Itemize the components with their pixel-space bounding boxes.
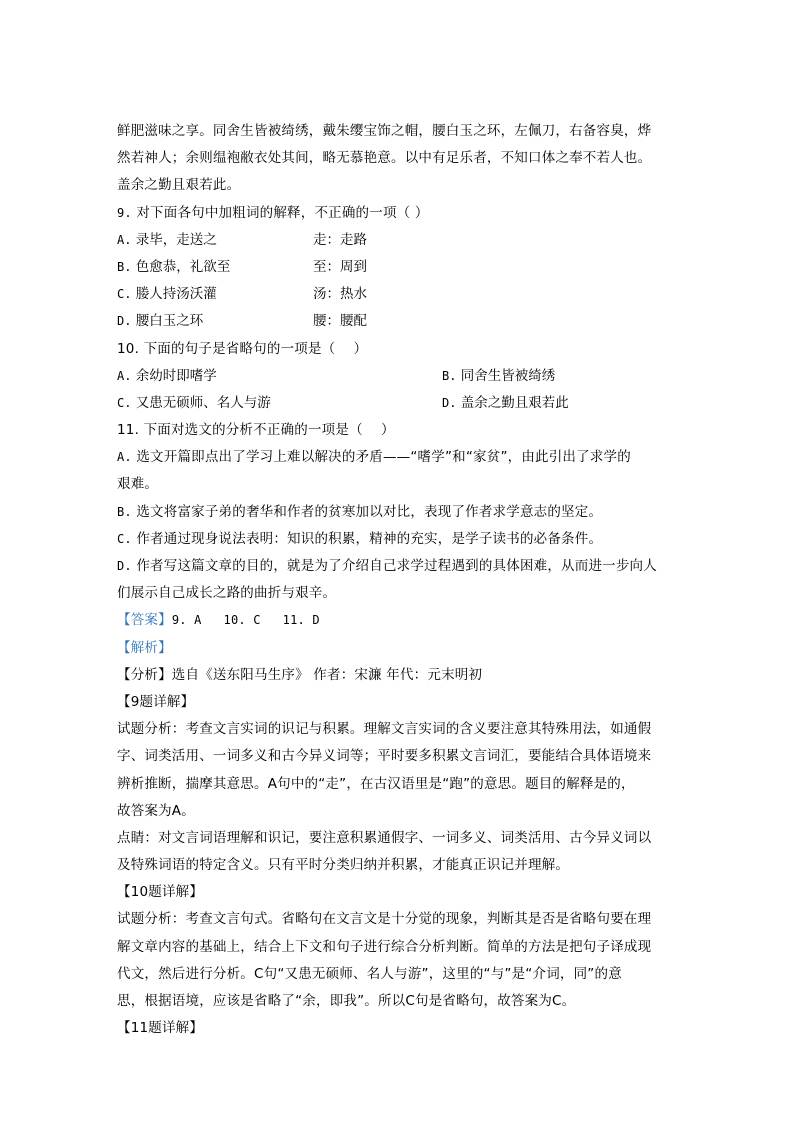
option-label: A. xyxy=(117,232,132,247)
option-c xyxy=(117,281,677,308)
option-a xyxy=(117,227,677,254)
q10-detail-line: 代文，然后进行分析。C句“又患无硕师、名人与游”，这里的“与”是“介词，同”的意 xyxy=(117,965,622,982)
passage-line: 盖余之勤且艰若此。 xyxy=(117,177,241,194)
option-b: B. 选文将富家子弟的奢华和作者的贫寒加以对比，表现了作者求学意志的坚定。 xyxy=(117,503,603,520)
option-explain: 腰：腰配 xyxy=(313,313,367,330)
q9-detail-header: 【9题详解】 xyxy=(117,693,195,710)
option-a: A. 选文开篇即点出了学习上难以解决的矛盾——“嗜学”和“家贫”，由此引出了求学的 xyxy=(117,449,631,466)
question-number: 10. xyxy=(117,340,140,357)
option-a-cont: 艰难。 xyxy=(117,476,159,493)
question-number: 9. xyxy=(117,205,132,220)
q9-tip-line: 及特殊词语的特定含义。只有平时分类归纳并积累，才能真正识记并理解。 xyxy=(117,857,570,874)
question-number: 11. xyxy=(117,422,140,439)
question-11-stem xyxy=(117,417,677,444)
question-9-stem xyxy=(117,200,677,227)
option-d-cont: 们展示自己成长之路的曲折与艰辛。 xyxy=(117,585,337,602)
passage-line: 然若神人；余则缊袍敝衣处其间，略无慕艳意。以中有足乐者，不知口体之奉不若人也。 xyxy=(117,150,652,167)
option-explain: 走：走路 xyxy=(313,231,367,248)
analysis-label: 【解析】 xyxy=(117,639,172,656)
answer-9: 9. A xyxy=(171,613,202,628)
analysis-source: 【分析】选自《送东阳马生序》 作者：宋濂 年代：元末明初 xyxy=(117,666,483,683)
option-sentence: 腰白玉之环 xyxy=(135,313,204,330)
option-row xyxy=(117,390,677,417)
option-a: A. 余幼时即嗜学 xyxy=(117,367,217,384)
answer-10: 10. C xyxy=(223,613,261,628)
question-text: 对下面各句中加粗词的解释，不正确的一项（ ） xyxy=(136,204,429,221)
question-text: 下面对选文的分析不正确的一项是（ ） xyxy=(143,422,395,439)
question-10 xyxy=(117,336,677,418)
answer-label: 【答案】 xyxy=(117,612,172,629)
option-b xyxy=(117,254,677,281)
option-label: C. xyxy=(117,287,132,302)
option-c: C. 又患无硕师、名人与游 xyxy=(117,394,271,411)
option-sentence: 色愈恭，礼欲至 xyxy=(135,258,231,275)
q10-detail-line: 思，根据语境，应该是省略了“余，即我”。所以C句是省略句，故答案为C。 xyxy=(117,993,576,1009)
answer-line xyxy=(117,607,677,634)
question-text: 下面的句子是省略句的一项是（ ） xyxy=(143,340,368,357)
q9-detail-line: 字、词类活用、一词多义和古今异义词等；平时要多积累文言词汇，要能结合具体语境来 xyxy=(117,748,652,765)
option-d: D. 作者写这篇文章的目的，就是为了介绍自己求学过程遇到的具体困难，从而进一步向人 xyxy=(117,558,657,574)
q9-detail-line: 辨析推断，揣摩其意思。A句中的“走”，在古汉语里是“跑”的意思。题目的解释是的， xyxy=(117,775,635,792)
answer-11: 11. D xyxy=(282,613,320,628)
option-d: D. 盖余之勤且艰若此 xyxy=(442,394,569,411)
question-11 xyxy=(117,417,677,607)
q9-detail-line: 故答案为A。 xyxy=(117,802,195,819)
passage-line: 鲜肥滋味之享。同舍生皆被绮绣，戴朱缨宝饰之帽，腰白玉之环，左佩刀，右备容臭，烨 xyxy=(117,123,652,139)
document-page xyxy=(117,118,677,1042)
option-explain: 汤：热水 xyxy=(313,286,367,303)
option-label: D. xyxy=(117,314,132,329)
question-10-stem xyxy=(117,336,677,363)
option-label: B. xyxy=(117,259,132,274)
q10-detail-line: 解文章内容的基础上，结合上下文和句子进行综合分析判断。简单的方法是把句子译成现 xyxy=(117,938,652,955)
passage xyxy=(117,118,677,200)
option-sentence: 媵人持汤沃灌 xyxy=(135,286,217,303)
option-b: B. 同舍生皆被绮绣 xyxy=(442,367,556,384)
question-9 xyxy=(117,200,677,336)
q9-detail-line: 试题分析：考查文言实词的识记与积累。理解文言实词的含义要注意其特殊用法，如通假 xyxy=(117,721,652,738)
option-row xyxy=(117,363,677,390)
q9-tip-line: 点睛：对文言词语理解和识记，要注意积累通假字、一词多义、词类活用、古今异义词以 xyxy=(117,829,652,846)
option-explain: 至：周到 xyxy=(313,258,367,275)
q10-detail-line: 试题分析：考查文言句式。省略句在文言文是十分觉的现象，判断其是否是省略句要在理 xyxy=(117,911,652,928)
option-c: C. 作者通过现身说法表明：知识的积累，精神的充实，是学子读书的必备条件。 xyxy=(117,530,603,547)
option-d xyxy=(117,308,677,335)
q11-detail-header: 【11题详解】 xyxy=(117,1020,204,1037)
q10-detail-header: 【10题详解】 xyxy=(117,884,204,901)
option-sentence: 录毕，走送之 xyxy=(135,231,217,248)
